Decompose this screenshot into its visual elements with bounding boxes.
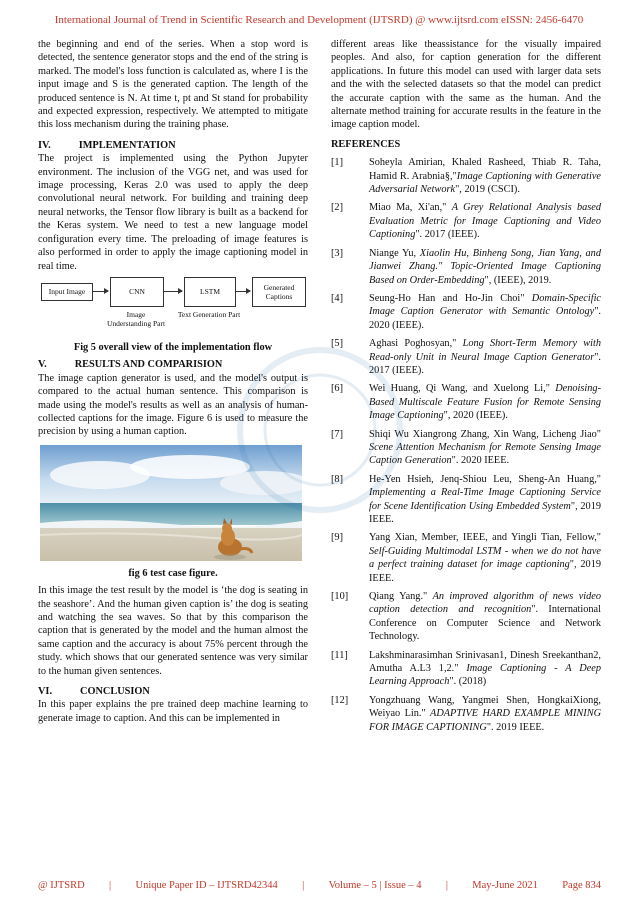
- lstm-box: LSTM: [184, 277, 236, 307]
- references-heading: REFERENCES: [331, 138, 401, 150]
- reference-number: [8]: [331, 473, 344, 485]
- reference-title: Scene Attention Mechanism for Remote Sensing Image Caption Generation: [369, 441, 601, 467]
- reference-text: Lakshminarasimhan Srinivasan1, Dinesh Sreekanthan2, Amutha A.L3 1,2." Image Captioning - A Deep Learning Approach". (2018): [369, 649, 601, 688]
- reference-text: Seung-Ho Han and Ho-Jin Choi" Domain-Specific Image Caption Generator with Semantic Ontology". 2020 (IEEE).: [369, 292, 601, 331]
- left-column: [38, 38, 308, 725]
- reference-number: [2]: [331, 202, 344, 214]
- arrow-icon: [92, 291, 108, 292]
- reference-text: Qiang Yang." An improved algorithm of news video caption detection and recognition". International Conference on Computer Science and Network Technology.: [369, 591, 601, 643]
- reference-item: [331, 590, 601, 644]
- reference-title: Long Short-Term Memory with Read-only Unit in Neural Image Caption Generator: [369, 338, 602, 363]
- reference-item: [331, 337, 601, 377]
- figure-6-dog-beach-image: [40, 445, 302, 561]
- paragraph: The image caption generator is used, and the model's output is compared to the actual human sentence. This comparison is made using the model's results as well as an analysis of human-collected captions for the image. Figure 6 is used to measure the precision by using a human caption.: [38, 372, 308, 438]
- reference-text: Aghasi Poghosyan," Long Short-Term Memory with Read-only Unit in Neural Image Caption Generator". 2017 (IEEE).: [369, 338, 602, 376]
- reference-number: [3]: [331, 247, 344, 259]
- section-heading-results: [38, 358, 308, 371]
- reference-title: An improved algorithm of news video caption detection and recognition: [369, 591, 601, 616]
- paragraph: In this image the test result by the model is ‘the dog is seating in the seashore’. And the human given caption is’ the dog is seating and watching the sea waves. So that by this comparison the caption that is generated by the model and the human almost the same caption and the accuracy is about 75% percent through the study. which shows that our generated sentence was very similar to the human given sentences.: [38, 585, 308, 677]
- reference-text: Niange Yu, Xiaolin Hu, Binheng Song, Jian Yang, and Jianwei Zhang." Topic-Oriented Image Captioning Based on Order-Embedding", (IEEE), 2019.: [369, 247, 601, 286]
- section-number: IV.: [38, 139, 51, 151]
- reference-item: [331, 156, 601, 196]
- reference-number: [11]: [331, 649, 348, 661]
- reference-number: [10]: [331, 591, 349, 603]
- cnn-box: CNN: [110, 277, 164, 307]
- reference-number: [9]: [331, 532, 344, 544]
- reference-number: [12]: [331, 694, 349, 706]
- reference-text: Yongzhuang Wang, Yangmei Shen, HongkaiXiong, Weiyao Lin." ADAPTIVE HARD EXAMPLE MINING FOR IMAGE CAPTIONING". 2019 IEEE.: [369, 694, 602, 733]
- footer-paper-id: Unique Paper ID – IJTSRD42344: [135, 880, 278, 891]
- section-number: V.: [38, 359, 47, 371]
- reference-item: [331, 247, 601, 287]
- footer-volume: Volume – 5 | Issue – 4: [328, 880, 422, 891]
- section-title: CONCLUSION: [80, 686, 150, 697]
- figure-6-caption: fig 6 test case figure.: [128, 567, 218, 579]
- reference-title: Implementing a Real-Time Image Captioning Service for Scene Identification Using Embedded System: [369, 487, 601, 512]
- reference-number: [7]: [331, 428, 344, 440]
- reference-item: [331, 649, 601, 689]
- reference-title: Image Captioning with Generative Adversarial Network: [369, 170, 602, 196]
- arrow-icon: [163, 291, 182, 292]
- reference-title: ADAPTIVE HARD EXAMPLE MINING FOR IMAGE CAPTIONING: [369, 708, 602, 733]
- reference-text: Yang Xian, Member, IEEE, and Yingli Tian, Fellow," Self-Guiding Multimodal LSTM - when we do not have a perfect training dataset for image captioning", 2019 IEEE.: [369, 532, 601, 584]
- reference-title: Denoising-Based Multiscale Feature Fusion for Remote Sensing Image Captioning: [369, 383, 601, 422]
- image-understanding-label: Image Understanding Part: [106, 309, 166, 328]
- reference-text: Shiqi Wu Xiangrong Zhang, Xin Wang, Licheng Jiao" Scene Attention Mechanism for Remote Sensing Image Caption Generation". 2020 IEEE.: [369, 428, 601, 467]
- reference-title: Self-Guiding Multimodal LSTM - when we do not have a perfect training dataset for image captioning: [369, 545, 601, 571]
- figure-5-caption: Fig 5 overall view of the implementation flow: [73, 341, 273, 353]
- footer-journal: @ IJTSRD: [38, 880, 85, 891]
- reference-title: Xiaolin Hu, Binheng Song, Jian Yang, and Jianwei Zhang." Topic-Oriented Image Captioning Based on Order-Embedding: [369, 247, 601, 286]
- reference-text: Miao Ma, Xi'an," A Grey Relational Analysis based Evaluation Metric for Image Captioning and Video Captioning". 2017 (IEEE).: [369, 202, 601, 241]
- right-column: [331, 38, 601, 734]
- paragraph: The project is implemented using the Python Jupyter environment. The inclusion of the VGG net, and was used for image processing, Keras 2.0 was used to apply the deep convolutional neural network. For building and training deep neural networks, the Tensor flow library is built as a backend for the Keras system. We need to test a new language model configuration every time. The preloading of image features is also performed in order to apply the image captioning model in real time.: [38, 153, 308, 272]
- arrow-icon: [235, 291, 250, 292]
- beach-photo-icon: [40, 445, 302, 561]
- reference-item: [331, 292, 601, 332]
- implementation-flow-diagram: [38, 277, 308, 339]
- reference-number: [4]: [331, 292, 344, 304]
- reference-text: Soheyla Amirian, Khaled Rasheed, Thiab R. Taha, Hamid R. Arabnia§,"Image Captioning with Generative Adversarial Network", 2019 (CSCI).: [369, 157, 602, 196]
- reference-item: [331, 473, 601, 527]
- section-number: VI.: [38, 686, 53, 697]
- reference-text: Wei Huang, Qi Wang, and Xuelong Li," Denoising-Based Multiscale Feature Fusion for Remote Sensing Image Captioning", 2020 (IEEE).: [369, 383, 601, 422]
- reference-item: [331, 382, 601, 422]
- reference-item: [331, 428, 601, 468]
- input-image-box: Input Image: [41, 283, 93, 301]
- paragraph: the beginning and end of the series. When a stop word is detected, the sentence generator stops and the end of the string is marked. The model's loss function is calculated as, where I is the input image and S is the generated caption. The length of the produced sentence is N. At time t, pt and St stand for probability and expected expression, respectively. We attempted to mitigate this loss mechanism during the training phase.: [38, 39, 308, 131]
- reference-item: [331, 694, 601, 734]
- section-title: IMPLEMENTATION: [78, 139, 176, 151]
- reference-title: Domain-Specific Image Caption Generator with Semantic Ontology: [369, 292, 601, 318]
- section-heading-conclusion: [38, 685, 308, 698]
- footer-date: May-June 2021: [472, 880, 538, 891]
- reference-title: A Grey Relational Analysis based Evaluation Metric for Image Captioning and Video Captioning: [369, 202, 601, 241]
- section-heading-implementation: [38, 139, 308, 152]
- reference-number: [6]: [331, 383, 344, 395]
- reference-item: [331, 531, 601, 585]
- running-header: International Journal of Trend in Scientific Research and Development (IJTSRD) @ www.ijtsrd.com eISSN: 2456-6470: [54, 14, 584, 26]
- page-footer: @ IJTSRD | Unique Paper ID – IJTSRD42344 | Volume – 5 | Issue – 4 | May-June 2021 Page 834: [38, 880, 601, 891]
- paragraph: different areas like theassistance for the visually impaired peoples. And also, for caption generation for the different applications. In future this model can used with larger data sets and the with the selected datasets so that the model can predict the accurate caption with the same as the human. And the alternate method training for accurate results in the feature in the image caption model.: [331, 39, 601, 131]
- reference-number: [1]: [331, 157, 344, 169]
- reference-title: Image Captioning - A Deep Learning Approach: [369, 663, 601, 688]
- footer-page: Page 834: [562, 880, 601, 891]
- reference-item: [331, 201, 601, 241]
- paragraph: In this paper explains the pre trained deep machine learning to generate image to caption. And this can be implemented in: [38, 699, 308, 724]
- references-list: [331, 156, 601, 734]
- text-generation-label: Text Generation Part: [177, 309, 241, 319]
- reference-number: [5]: [331, 338, 344, 350]
- reference-text: He-Yen Hsieh, Jenq-Shiou Leu, Sheng-An Huang," Implementing a Real-Time Image Captioning Service for Scene Identification Using Embedded System", 2019 IEEE.: [369, 473, 601, 525]
- section-title: RESULTS AND COMPARISION: [74, 359, 223, 371]
- generated-captions-box: Generated Captions: [252, 277, 306, 307]
